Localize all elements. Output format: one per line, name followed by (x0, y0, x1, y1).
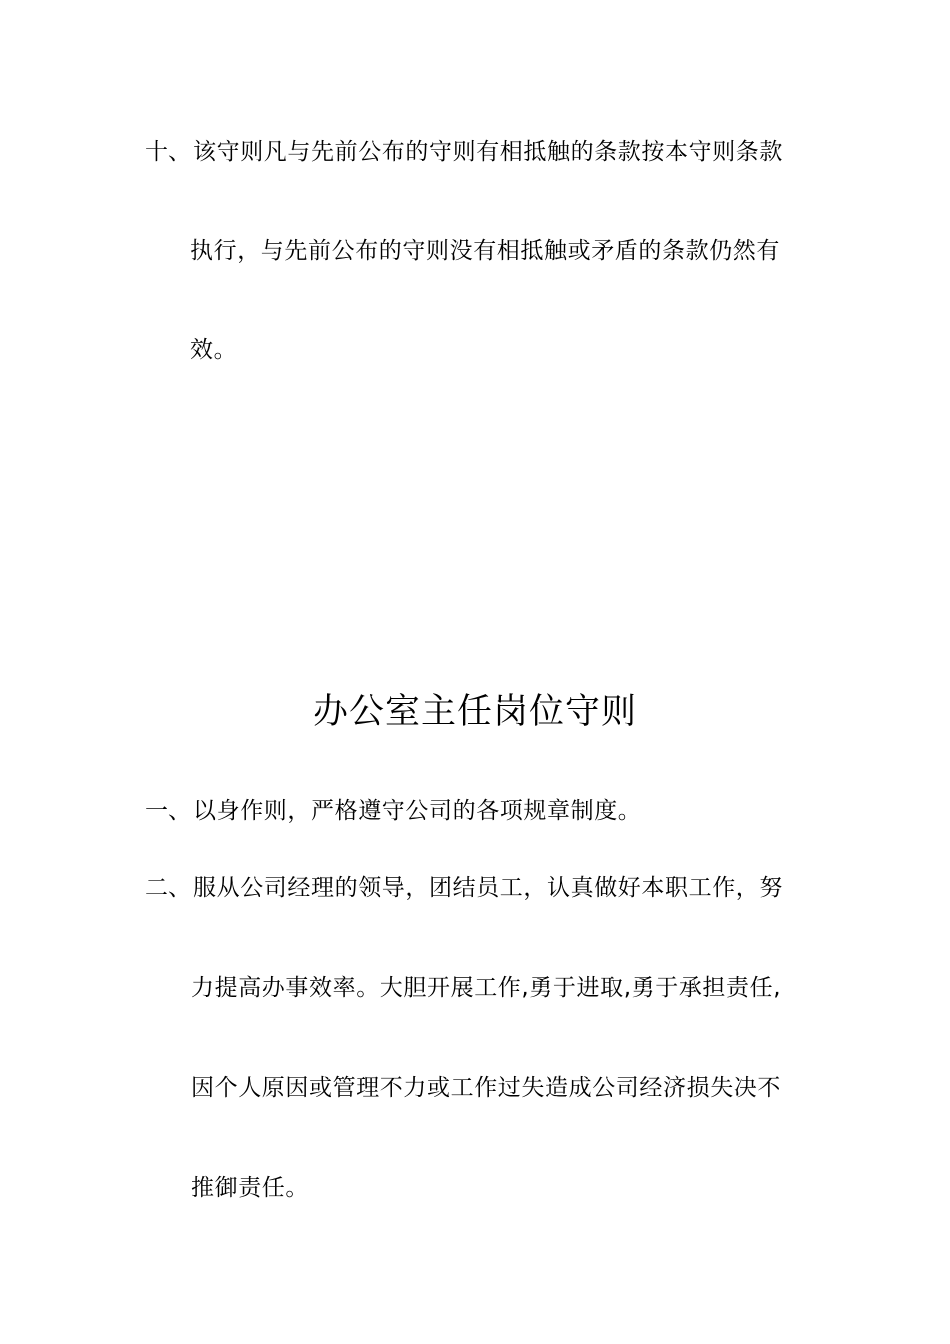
clause-text-line: 服从公司经理的领导，团结员工，认真做好本职工作，努 (193, 875, 783, 901)
clause-text-line: 以身作则，严格遵守公司的各项规章制度。 (193, 798, 642, 824)
clause-text-line: 推御责任。 (191, 1175, 309, 1201)
clause-number: 十、 (145, 139, 191, 165)
clause-text-line: 效。 (190, 337, 238, 363)
clause-text-line: 执行，与先前公布的守则没有相抵触或矛盾的条款仍然有 (190, 238, 780, 264)
clause-number: 一、 (145, 798, 191, 824)
clause-number: 二、 (145, 875, 191, 901)
clause-text-line: 该守则凡与先前公布的守则有相抵触的条款按本守则条款 (193, 139, 783, 165)
section-title: 办公室主任岗位守则 (312, 692, 637, 732)
clause-text-line: 因个人原因或管理不力或工作过失造成公司经济损失决不 (191, 1075, 781, 1101)
clause-text-line: 力提高办事效率。大胆开展工作,勇于进取,勇于承担责任, (191, 975, 782, 1001)
